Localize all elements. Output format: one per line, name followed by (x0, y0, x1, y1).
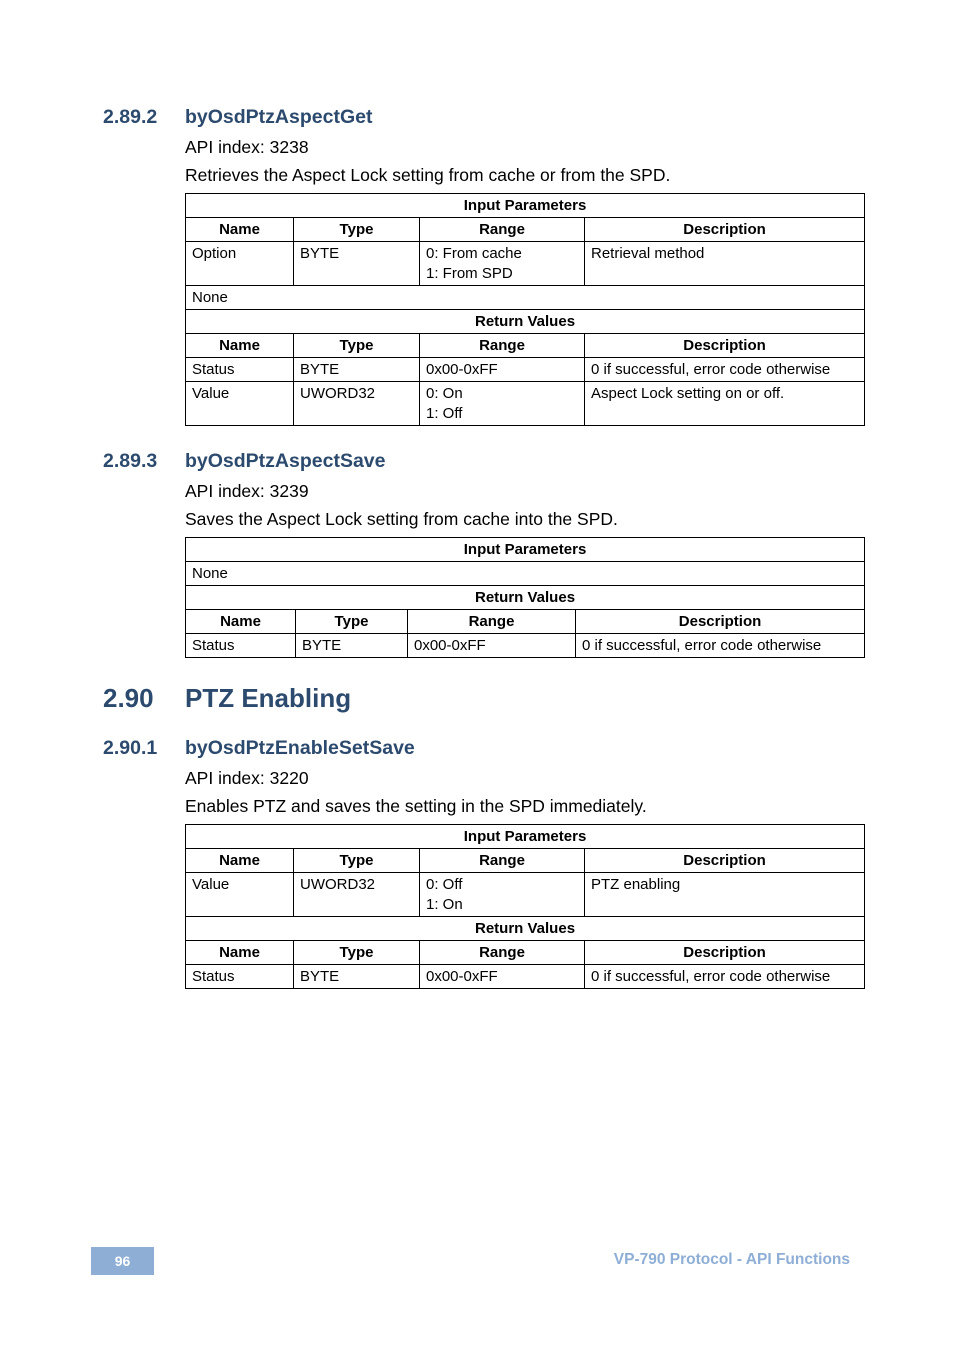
cell-description: Retrieval method (585, 242, 865, 286)
cell-type: UWORD32 (294, 382, 420, 426)
column-header-description: Description (585, 849, 865, 873)
cell-type: BYTE (296, 634, 408, 658)
range-line: 0: On (426, 385, 463, 402)
chapter-heading-2-90 (103, 683, 351, 714)
cell-type: BYTE (294, 358, 420, 382)
api-index: API index: 3220 (185, 768, 309, 788)
cell-name: Status (186, 634, 296, 658)
input-parameters-header: Input Parameters (186, 194, 865, 218)
column-header-type: Type (294, 941, 420, 965)
range-line: 1: From SPD (426, 265, 513, 282)
input-parameters-header: Input Parameters (186, 538, 865, 562)
range-line: 1: On (426, 896, 463, 913)
cell-description: 0 if successful, error code otherwise (585, 965, 865, 989)
table-row (186, 634, 865, 658)
api-index: API index: 3239 (185, 481, 309, 501)
cell-description: 0 if successful, error code otherwise (576, 634, 865, 658)
api-table-2-89-2 (185, 193, 865, 426)
column-header-type: Type (294, 218, 420, 242)
cell-type: UWORD32 (294, 873, 420, 917)
column-header-description: Description (585, 941, 865, 965)
cell-range (420, 242, 585, 286)
api-table-2-89-3 (185, 537, 865, 658)
column-header-range: Range (408, 610, 576, 634)
column-header-name: Name (186, 941, 294, 965)
range-line: 1: Off (426, 405, 463, 422)
cell-name: Option (186, 242, 294, 286)
column-header-range: Range (420, 218, 585, 242)
cell-type: BYTE (294, 965, 420, 989)
return-values-header: Return Values (186, 310, 865, 334)
column-header-name: Name (186, 334, 294, 358)
section-heading-2-89-2 (103, 106, 372, 129)
section-number: 2.89.3 (103, 450, 158, 472)
column-header-type: Type (294, 849, 420, 873)
table-row (186, 242, 865, 286)
column-header-range: Range (420, 941, 585, 965)
table-row (186, 382, 865, 426)
table-row (186, 358, 865, 382)
column-header-name: Name (186, 610, 296, 634)
section-description: Enables PTZ and saves the setting in the SPD immediately. (185, 796, 647, 816)
section-title: byOsdPtzEnableSetSave (185, 737, 415, 759)
api-table-2-90-1 (185, 824, 865, 989)
cell-range (420, 873, 585, 917)
cell-type: BYTE (294, 242, 420, 286)
section-heading-2-90-1 (103, 737, 415, 760)
cell-range (420, 382, 585, 426)
section-title: byOsdPtzAspectGet (185, 106, 373, 128)
cell-description: Aspect Lock setting on or off. (585, 382, 865, 426)
return-values-header: Return Values (186, 917, 865, 941)
cell-range: 0x00-0xFF (408, 634, 576, 658)
column-header-range: Range (420, 849, 585, 873)
api-index: API index: 3238 (185, 137, 309, 157)
table-row (186, 873, 865, 917)
section-description: Retrieves the Aspect Lock setting from cache or from the SPD. (185, 165, 671, 185)
cell-name: Status (186, 358, 294, 382)
column-header-description: Description (585, 218, 865, 242)
section-title: byOsdPtzAspectSave (185, 450, 386, 472)
return-values-header: Return Values (186, 586, 865, 610)
section-title: PTZ Enabling (185, 683, 352, 713)
table-row (186, 965, 865, 989)
cell-range: 0x00-0xFF (420, 358, 585, 382)
page-number-badge: 96 (91, 1247, 154, 1275)
footer-title: VP-790 Protocol - API Functions (613, 1251, 850, 1268)
cell-description: 0 if successful, error code otherwise (585, 358, 865, 382)
section-heading-2-89-3 (103, 450, 386, 473)
range-line: 0: From cache (426, 245, 522, 262)
cell-description: PTZ enabling (585, 873, 865, 917)
none-row: None (186, 562, 865, 586)
input-parameters-header: Input Parameters (186, 825, 865, 849)
section-number: 2.90.1 (103, 737, 158, 759)
none-row: None (186, 286, 865, 310)
column-header-name: Name (186, 218, 294, 242)
column-header-type: Type (296, 610, 408, 634)
column-header-name: Name (186, 849, 294, 873)
column-header-description: Description (576, 610, 865, 634)
range-line: 0: Off (426, 876, 463, 893)
column-header-type: Type (294, 334, 420, 358)
column-header-range: Range (420, 334, 585, 358)
cell-name: Status (186, 965, 294, 989)
section-description: Saves the Aspect Lock setting from cache into the SPD. (185, 509, 618, 529)
cell-name: Value (186, 873, 294, 917)
section-number: 2.90 (103, 683, 154, 713)
column-header-description: Description (585, 334, 865, 358)
cell-range: 0x00-0xFF (420, 965, 585, 989)
section-number: 2.89.2 (103, 106, 158, 128)
cell-name: Value (186, 382, 294, 426)
